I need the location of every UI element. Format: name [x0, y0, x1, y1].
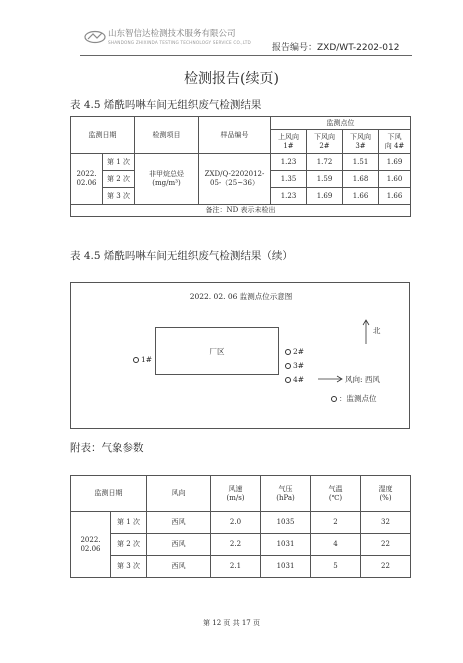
- header-wind-speed: 风速 (m/s): [211, 476, 261, 512]
- weather-table: [70, 475, 411, 578]
- page-footer: 第 12 页 共 17 页: [203, 619, 260, 627]
- header-temp: 气温 (℃): [311, 476, 361, 512]
- value-cell: 1.68: [343, 171, 379, 188]
- table-row: [71, 154, 411, 171]
- item-cell: 非甲烷总烃 (mg/m³): [135, 154, 199, 205]
- monitoring-point-diagram: [70, 282, 410, 429]
- report-number: 报告编号：ZXD/WT-2202-012: [272, 43, 400, 53]
- header-date: 监测日期: [71, 117, 135, 154]
- value-cell: 1.69: [307, 188, 343, 205]
- table-row: [71, 534, 411, 556]
- table1-caption: 表 4.5 烯酰吗啉车间无组织废气检测结果: [70, 99, 262, 111]
- value-cell: 1.69: [379, 154, 411, 171]
- date-cell: 2022. 02.06: [71, 512, 111, 578]
- value-cell: 1.35: [271, 171, 307, 188]
- factory-area: 厂区: [155, 327, 279, 375]
- pressure-cell: 1035: [261, 512, 311, 534]
- humidity-cell: 32: [361, 512, 411, 534]
- monitoring-point-4: 4#: [285, 375, 304, 384]
- value-cell: 1.66: [343, 188, 379, 205]
- point-legend: ：监测点位: [331, 393, 377, 404]
- appendix-caption: 附表：气象参数: [70, 442, 144, 454]
- header-pressure: 气压 (hPa): [261, 476, 311, 512]
- header-points: 监测点位: [271, 117, 411, 130]
- company-name-cn: 山东智信达检测技术服务有限公司: [108, 29, 236, 39]
- header-divider: [80, 55, 412, 56]
- header-point-4: 下风 向 4#: [379, 130, 411, 154]
- page-title: 检测报告(续页): [184, 71, 279, 87]
- monitoring-point-1: 1#: [133, 355, 152, 364]
- wind-arrow-icon: [317, 375, 343, 383]
- date-cell: 2022. 02.06: [71, 154, 103, 205]
- row-label: 第 2 次: [111, 534, 147, 556]
- row-label: 第 2 次: [103, 171, 135, 188]
- wind-dir-cell: 西风: [147, 534, 211, 556]
- value-cell: 1.23: [271, 188, 307, 205]
- monitoring-point-2: 2#: [285, 347, 304, 356]
- north-label: 北: [373, 326, 381, 335]
- wind-dir-cell: 西风: [147, 512, 211, 534]
- temp-cell: 4: [311, 534, 361, 556]
- table-row: [71, 512, 411, 534]
- temp-cell: 5: [311, 556, 361, 578]
- sample-cell: ZXD/Q-2202012- 05-（25~36）: [199, 154, 271, 205]
- header-humidity: 湿度 (%): [361, 476, 411, 512]
- humidity-cell: 22: [361, 556, 411, 578]
- header-point-2: 下风向 2#: [307, 130, 343, 154]
- point-circle-icon: [133, 357, 139, 363]
- header-date: 监测日期: [71, 476, 147, 512]
- wind-speed-cell: 2.0: [211, 512, 261, 534]
- row-label: 第 3 次: [111, 556, 147, 578]
- pressure-cell: 1031: [261, 534, 311, 556]
- emission-results-table: [70, 116, 411, 217]
- north-arrow-icon: [361, 319, 371, 345]
- monitoring-point-3: 3#: [285, 361, 304, 370]
- wind-dir-cell: 西风: [147, 556, 211, 578]
- value-cell: 1.66: [379, 188, 411, 205]
- point-circle-icon: [285, 363, 291, 369]
- company-logo-icon: [84, 30, 106, 44]
- diagram-title: 2022. 02. 06 监测点位示意图: [189, 292, 293, 301]
- point-circle-icon: [285, 377, 291, 383]
- row-label: 第 3 次: [103, 188, 135, 205]
- header-point-1: 上风向 1#: [271, 130, 307, 154]
- header-item: 检测项目: [135, 117, 199, 154]
- row-label: 第 1 次: [103, 154, 135, 171]
- table1b-caption: 表 4.5 烯酰吗啉车间无组织废气检测结果（续）: [70, 250, 293, 262]
- value-cell: 1.72: [307, 154, 343, 171]
- temp-cell: 2: [311, 512, 361, 534]
- value-cell: 1.59: [307, 171, 343, 188]
- company-name-en: SHANDONG ZHIXINDA TESTING TECHNOLOGY SERVICE CO.,LTD: [108, 40, 251, 45]
- table-row: [71, 556, 411, 578]
- wind-legend: 风向: 西风: [345, 375, 380, 384]
- header-sample: 样品编号: [199, 117, 271, 154]
- header-wind-dir: 风向: [147, 476, 211, 512]
- humidity-cell: 22: [361, 534, 411, 556]
- table-note: 备注：ND 表示未检出: [71, 205, 411, 217]
- value-cell: 1.60: [379, 171, 411, 188]
- header-point-3: 下风向 3#: [343, 130, 379, 154]
- value-cell: 1.23: [271, 154, 307, 171]
- wind-speed-cell: 2.2: [211, 534, 261, 556]
- point-circle-icon: [285, 349, 291, 355]
- value-cell: 1.51: [343, 154, 379, 171]
- point-circle-icon: [331, 396, 337, 402]
- row-label: 第 1 次: [111, 512, 147, 534]
- pressure-cell: 1031: [261, 556, 311, 578]
- wind-speed-cell: 2.1: [211, 556, 261, 578]
